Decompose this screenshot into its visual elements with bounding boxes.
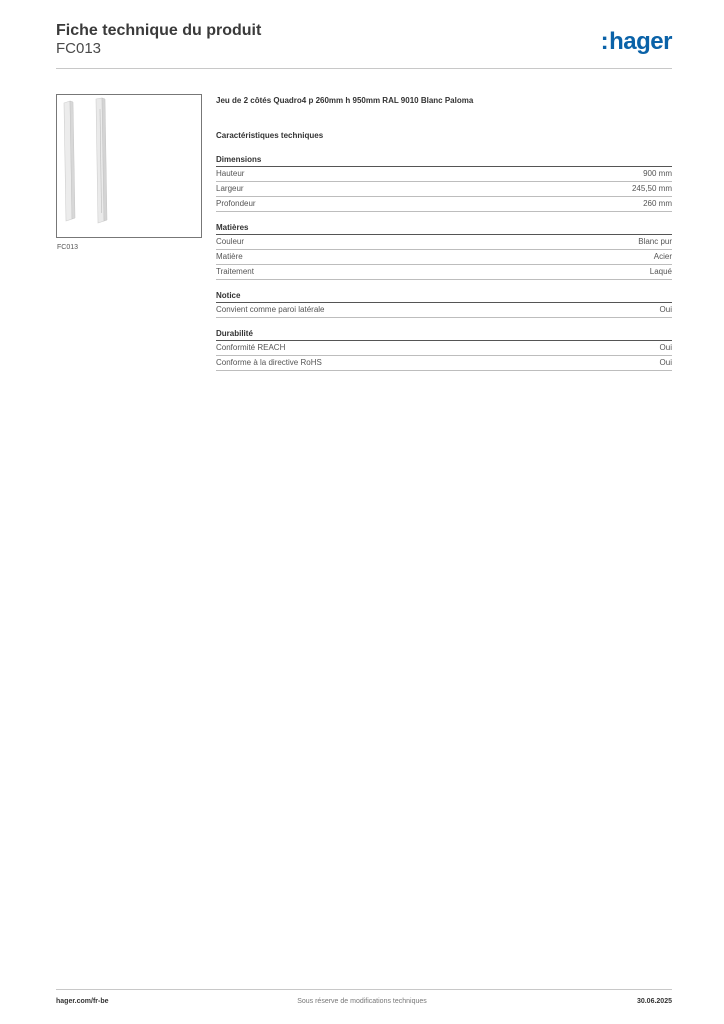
spec-label: Matière bbox=[216, 252, 243, 261]
spec-row bbox=[216, 167, 672, 182]
page-title: Fiche technique du produit bbox=[56, 22, 262, 39]
side-panels-illustration bbox=[57, 95, 201, 237]
spec-value: Oui bbox=[659, 305, 672, 314]
section-heading: Dimensions bbox=[216, 155, 672, 167]
spec-label: Hauteur bbox=[216, 169, 245, 178]
section-notice bbox=[216, 291, 672, 318]
spec-row bbox=[216, 265, 672, 280]
section-dimensions bbox=[216, 155, 672, 212]
spec-value: Oui bbox=[659, 343, 672, 352]
spec-value: 900 mm bbox=[643, 169, 672, 178]
spec-label: Profondeur bbox=[216, 199, 256, 208]
product-title: Jeu de 2 côtés Quadro4 p 260mm h 950mm RAL 9010 Blanc Paloma bbox=[216, 96, 474, 105]
characteristics-title: Caractéristiques techniques bbox=[216, 131, 324, 140]
section-durabilite bbox=[216, 329, 672, 371]
section-heading: Matières bbox=[216, 223, 672, 235]
footer-notice: Sous réserve de modifications techniques bbox=[297, 998, 427, 1005]
spec-value: 260 mm bbox=[643, 199, 672, 208]
spec-label: Traitement bbox=[216, 267, 254, 276]
characteristics-sections bbox=[216, 155, 672, 371]
spec-value: 245,50 mm bbox=[631, 184, 672, 193]
spec-row bbox=[216, 341, 672, 356]
spec-value: Laqué bbox=[649, 267, 672, 276]
spec-row bbox=[216, 250, 672, 265]
footer-date: 30.06.2025 bbox=[636, 998, 672, 1005]
spec-row bbox=[216, 235, 672, 250]
spec-label: Conforme à la directive RoHS bbox=[216, 358, 322, 367]
footer-website: hager.com/fr-be bbox=[56, 998, 109, 1005]
image-caption: FC013 bbox=[57, 244, 79, 251]
hager-logo: :hager bbox=[600, 28, 672, 55]
section-heading: Notice bbox=[216, 291, 672, 303]
spec-label: Largeur bbox=[216, 184, 244, 193]
product-code: FC013 bbox=[56, 40, 102, 57]
spec-value: Acier bbox=[653, 252, 672, 261]
content bbox=[216, 96, 672, 382]
section-matieres bbox=[216, 223, 672, 280]
header-divider bbox=[56, 68, 672, 69]
spec-label: Convient comme paroi latérale bbox=[216, 305, 325, 314]
section-heading: Durabilité bbox=[216, 329, 672, 341]
spec-row bbox=[216, 182, 672, 197]
spec-row bbox=[216, 303, 672, 318]
product-image bbox=[56, 94, 202, 238]
spec-row bbox=[216, 356, 672, 371]
spec-value: Oui bbox=[659, 358, 672, 367]
spec-label: Conformité REACH bbox=[216, 343, 286, 352]
spec-value: Blanc pur bbox=[638, 237, 672, 246]
spec-label: Couleur bbox=[216, 237, 245, 246]
logo-text: hager bbox=[609, 28, 672, 55]
spec-row bbox=[216, 197, 672, 212]
footer-divider bbox=[56, 989, 672, 990]
